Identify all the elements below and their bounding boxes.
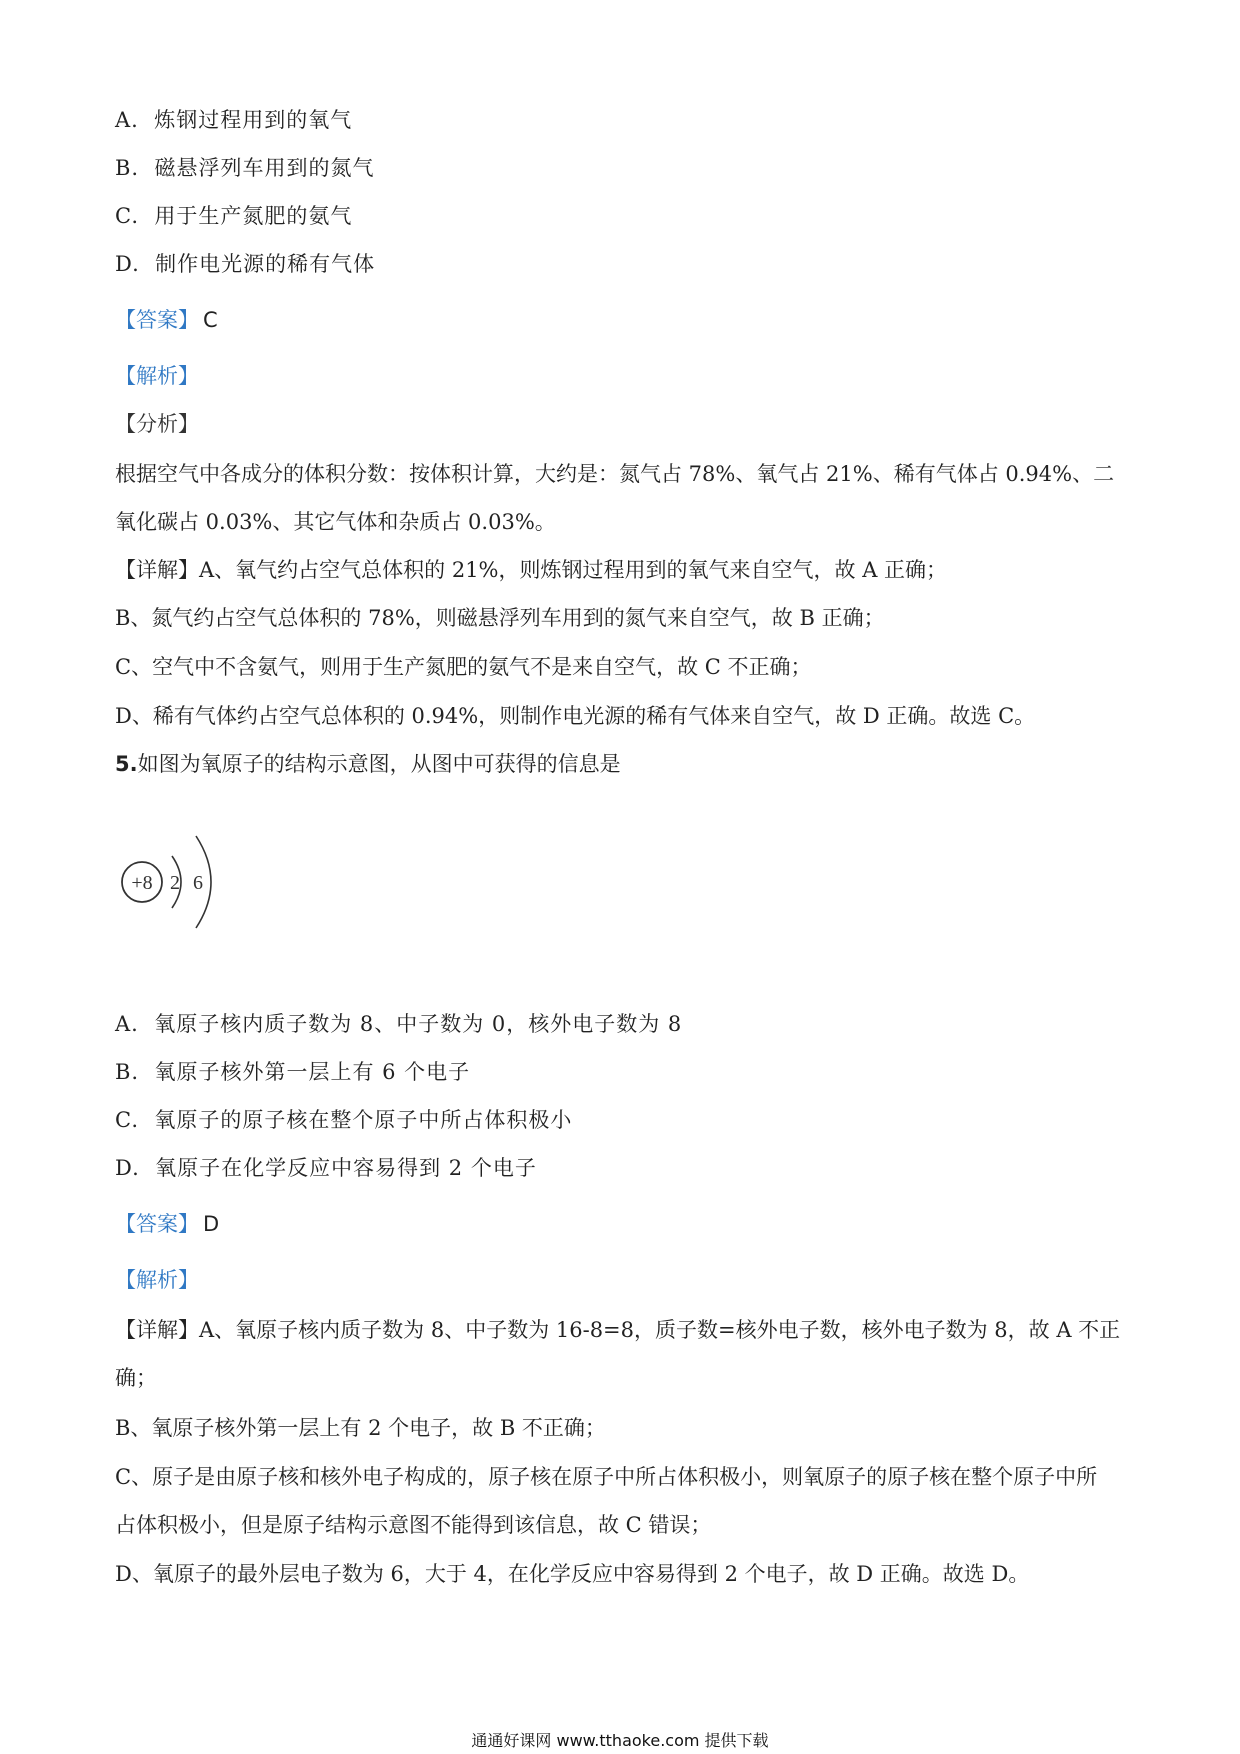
- q4-detail-line-1: [115, 556, 947, 584]
- q5-question: [115, 750, 621, 778]
- answer-value: C: [203, 308, 218, 332]
- q5-option-c: C. 氧原子的原子核在整个原子中所占体积极小: [115, 1108, 573, 1132]
- detail-tag: 【详解】: [115, 1318, 199, 1342]
- q4-detail-line-3: C、空气中不含氨气，则用于生产氮肥的氨气不是来自空气，故 C 不正确；: [115, 655, 812, 679]
- q5-jiexi-tag: 【解析】: [115, 1268, 199, 1292]
- q5-detail-line-4: C、原子是由原子核和核外电子构成的，原子核在原子中所占体积极小，则氧原子的原子核在整个原子中所: [115, 1465, 1098, 1489]
- q5-option-a: A. 氧原子核内质子数为 8、中子数为 0，核外电子数为 8: [115, 1012, 683, 1036]
- q5-answer: [115, 1210, 219, 1238]
- q5-detail-line-2: 确；: [115, 1366, 157, 1390]
- detail-tag: 【详解】: [115, 558, 199, 582]
- q5-option-b: B. 氧原子核外第一层上有 6 个电子: [115, 1060, 471, 1084]
- answer-value: D: [203, 1212, 220, 1236]
- shell-2-electrons: 6: [193, 872, 203, 894]
- q4-detail-line-2: B、氮气约占空气总体积的 78%，则磁悬浮列车用到的氮气来自空气，故 B 正确；: [115, 606, 885, 630]
- detail-text: A、氧气约占空气总体积的 21%，则炼钢过程用到的氧气来自空气，故 A 正确；: [199, 558, 948, 582]
- answer-tag: 【答案】: [115, 1212, 199, 1236]
- q4-jiexi-tag: 【解析】: [115, 364, 199, 388]
- q4-fenxi-line-1: 根据空气中各成分的体积分数：按体积计算，大约是：氮气占 78%、氧气占 21%、稀有气体占 0.94%、二: [115, 462, 1115, 486]
- q4-option-a: A. 炼钢过程用到的氧气: [115, 108, 353, 132]
- q4-option-b: B. 磁悬浮列车用到的氮气: [115, 156, 375, 180]
- question-text: 如图为氧原子的结构示意图，从图中可获得的信息是: [137, 752, 621, 776]
- q5-option-d: D. 氧原子在化学反应中容易得到 2 个电子: [115, 1156, 537, 1180]
- q4-answer: [115, 306, 218, 334]
- q4-option-d: D. 制作电光源的稀有气体: [115, 252, 376, 276]
- q5-detail-line-1: [115, 1316, 1120, 1344]
- shell-1-electrons: 2: [170, 872, 180, 894]
- q4-option-c: C. 用于生产氮肥的氨气: [115, 204, 353, 228]
- q5-detail-line-6: D、氧原子的最外层电子数为 6，大于 4，在化学反应中容易得到 2 个电子，故 D 正确。故选 D。: [115, 1562, 1030, 1586]
- q4-fenxi-line-2: 氧化碳占 0.03%、其它气体和杂质占 0.03%。: [115, 510, 556, 534]
- answer-tag: 【答案】: [115, 308, 199, 332]
- q5-detail-line-3: B、氧原子核外第一层上有 2 个电子，故 B 不正确；: [115, 1416, 606, 1440]
- question-number: 5.: [115, 752, 138, 776]
- q4-fenxi-tag: 【分析】: [115, 412, 199, 436]
- detail-text: A、氧原子核内质子数为 8、中子数为 16-8=8，质子数=核外电子数，核外电子数为 8，故 A 不正: [199, 1318, 1121, 1342]
- q4-detail-line-4: D、稀有气体约占空气总体积的 0.94%，则制作电光源的稀有气体来自空气，故 D 正确。故选 C。: [115, 704, 1036, 728]
- q5-detail-line-5: 占体积极小，但是原子结构示意图不能得到该信息，故 C 错误；: [115, 1513, 712, 1537]
- nucleus-charge: +8: [131, 872, 153, 894]
- oxygen-atom-diagram: [118, 822, 238, 942]
- page-footer: 通通好课网 www.tthaoke.com 提供下载: [471, 1731, 769, 1750]
